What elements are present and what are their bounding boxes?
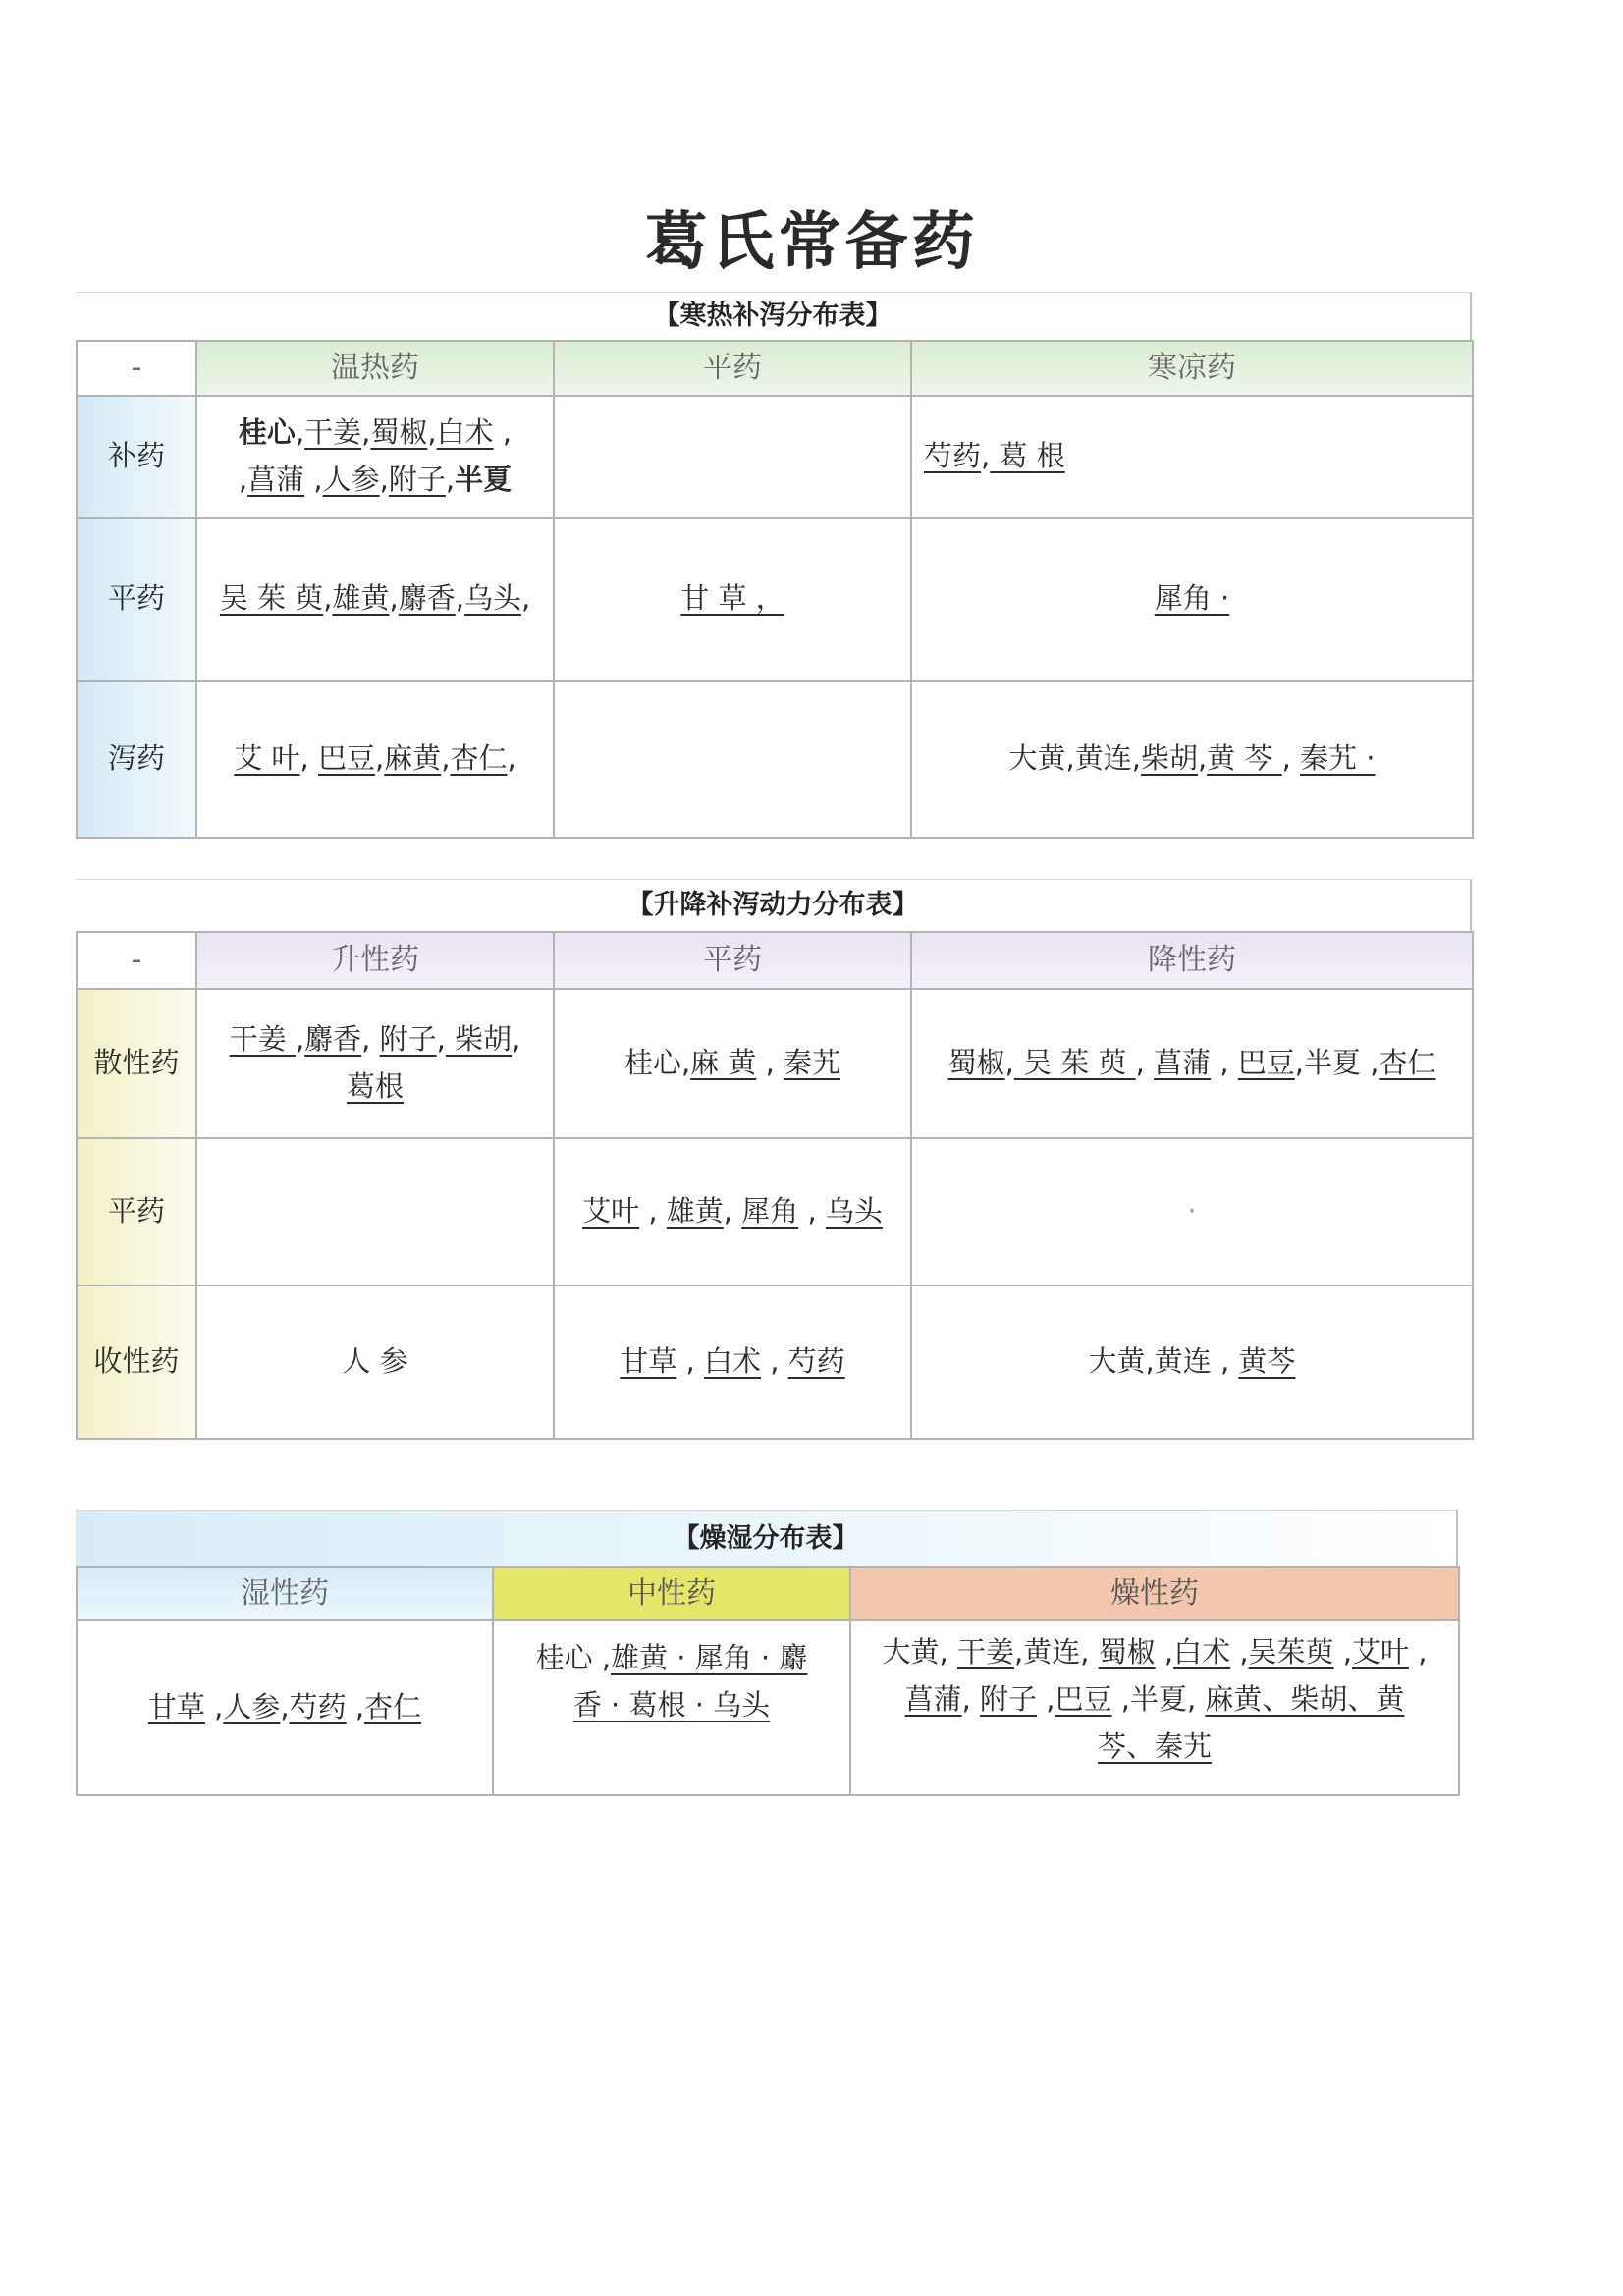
separator: , [445,463,456,496]
herb-text: 附子 [980,1681,1038,1716]
separator: , [374,741,385,776]
herb-text: 蜀椒 [1098,1635,1156,1668]
herb-text: 乌头 [825,1194,883,1229]
herb-text: 菖蒲 [1154,1046,1212,1080]
herb-text: 干姜 [304,415,362,450]
herb-text: 附子 [388,463,446,496]
separator: , [1211,1046,1238,1080]
separator: , [295,1022,305,1057]
herb-text: 葛 根 [990,439,1065,473]
separator: , [1281,741,1301,776]
herb-text: 柴胡 [445,1022,513,1057]
separator: , [295,415,305,450]
separator: , [427,415,437,450]
herb-text: 桂心, [623,1046,691,1080]
herb-text: 麝香 [398,581,456,616]
separator: , [361,1022,380,1057]
separator: , [1409,1635,1428,1668]
herb-text: 杏仁 [450,741,508,776]
table-cell [77,1620,493,1795]
corner-cell: - [77,341,196,396]
herb-text: 芍药 [924,439,982,473]
table-cell [196,681,554,838]
herb-text: 柴胡 [1140,741,1198,776]
herb-text: 吴 茱 萸 [219,581,324,616]
herb-text: 甘草 [147,1690,205,1724]
herb-text: 蜀椒 [370,415,428,450]
table-cell [911,518,1473,681]
col-header-neutral: 平药 [554,341,911,396]
table-cell [554,396,911,518]
separator: , [436,1022,446,1057]
herb-text: 巴豆 [317,741,375,776]
page-title: 葛氏常备药 [644,206,979,279]
col-header-dry: 燥性药 [850,1567,1459,1620]
separator: , [441,741,451,776]
table-cell [196,1285,554,1439]
separator: , [507,741,516,776]
separator: ,半夏 , [1294,1046,1380,1080]
table-grid [76,931,1474,1440]
herb-text: 人 参 [342,1344,408,1379]
herb-text: 吴 茱 萸 [1013,1046,1136,1080]
table-cell [554,989,911,1138]
separator: , [1037,1681,1055,1716]
herb-text: 乌头 [463,581,521,616]
herb-text: 艾叶 [582,1194,640,1229]
separator: , [389,581,399,616]
table-cell [196,1138,554,1285]
row-header-tonify: 补药 [77,396,196,518]
herb-text: 白术 [436,415,494,450]
herb-text: 黄 芩 [1207,741,1282,776]
table-cell [493,1620,850,1795]
herb-text: 麻黄、柴胡、黄 [1205,1681,1405,1716]
col-header-ascending: 升性药 [196,932,554,989]
herb-text: 干姜 [956,1635,1014,1668]
herb-text: 芩、秦艽 [1097,1728,1212,1763]
row-header-astringent: 收性药 [77,1285,196,1439]
herb-text: 黄芩 [1238,1344,1296,1379]
herb-text: 巴豆 [1237,1046,1295,1080]
herb-text: 白术 [703,1344,761,1379]
herb-text: 甘草 [620,1344,677,1379]
herb-text: 杏仁 [364,1690,422,1724]
herb-text: 桂心 , [535,1641,612,1674]
herb-text: 半夏 [455,463,513,496]
col-header-neutral: 中性药 [493,1567,850,1620]
cold-heat-table [76,292,1472,839]
table-caption: 【升降补泻动力分布表】 [76,879,1472,931]
herb-text: 雄黄 [666,1194,724,1229]
col-header-descending: 降性药 [911,932,1473,989]
separator: ,半夏, [1111,1681,1206,1716]
table-grid [76,340,1474,839]
ascend-descend-table [76,879,1472,1440]
separator: , [1135,1046,1155,1080]
col-header-warm: 温热药 [196,341,554,396]
herb-text: 麝香 [304,1022,362,1057]
separator: , [280,1690,290,1724]
table-grid [76,1566,1460,1796]
table-caption: 【燥湿分布表】 [76,1510,1458,1566]
separator: , [361,415,371,450]
separator: , [756,1046,784,1080]
table-cell [911,396,1473,518]
herb-text: 菖蒲 [904,1681,962,1716]
herb-text: 葛根 [346,1069,404,1103]
herb-text: 白术 [1173,1635,1231,1668]
herb-text: 芍药 [787,1344,845,1379]
separator: ,黄连, [1013,1635,1099,1668]
separator: , [639,1194,667,1229]
herb-text: 杏仁 [1379,1046,1436,1080]
table-cell [850,1620,1459,1795]
herb-text: 犀角 · [1154,581,1230,616]
separator: , [323,581,333,616]
herb-text: 艾叶 [1352,1635,1410,1668]
separator: , [1333,1635,1352,1668]
separator: , [961,1681,981,1716]
separator: , [723,1194,742,1229]
herb-text: 犀角 [741,1194,799,1229]
herb-text: 巴豆 [1055,1681,1112,1716]
herb-text: 菖蒲 [247,463,305,496]
table-cell [196,518,554,681]
row-header-purge: 泻药 [77,681,196,838]
row-header-neutral: 平药 [77,1138,196,1285]
table-cell [196,396,554,518]
separator: , [346,1690,365,1724]
herb-text: 桂心 [238,415,296,450]
separator: , [1155,1635,1174,1668]
separator: , [1004,1046,1014,1080]
herb-text: 雄黄 [332,581,390,616]
herb-text: 吴茱萸 [1248,1635,1334,1668]
row-header-dispersing: 散性药 [77,989,196,1138]
corner-cell: - [77,932,196,989]
herb-text: 雄黄 · 犀角 · 麝 [611,1641,808,1674]
col-header-damp: 湿性药 [77,1567,493,1620]
table-cell [911,681,1473,838]
separator: , [204,1690,224,1724]
herb-text: 干姜 [229,1022,296,1057]
stray-mark: · [1187,1194,1197,1229]
herb-text: 艾 叶 [234,741,300,776]
herb-text: 蜀椒 [947,1046,1005,1080]
separator: , [379,463,389,496]
herb-text: 芍药 [289,1690,347,1724]
table-cell [911,989,1473,1138]
herb-text: 香 · 葛根 · 乌头 [572,1687,771,1722]
table-cell [554,1285,911,1439]
herb-text: 麻 黄 [690,1046,757,1080]
separator: , [1197,741,1208,776]
col-header-cold: 寒凉药 [911,341,1473,396]
separator: , [238,463,248,496]
herb-text: 人参 [322,463,380,496]
separator: , [299,741,318,776]
separator: , [455,581,464,616]
separator: , [1230,1635,1249,1668]
herb-text: 麻黄 [384,741,442,776]
table-cell [554,1138,911,1285]
herb-text: 甘 草 ， [680,581,784,616]
col-header-neutral: 平药 [554,932,911,989]
separator: , [304,463,323,496]
separator: , [676,1344,704,1379]
herb-text: 秦艽 [784,1046,841,1080]
table-cell [911,1285,1473,1439]
separator: , [493,415,513,450]
herb-text: 大黄, [882,1635,957,1668]
row-header-neutral: 平药 [77,518,196,681]
table-cell [554,681,911,838]
table-cell [196,989,554,1138]
herb-text: 秦艽 · [1300,741,1376,776]
dry-damp-table [76,1510,1458,1796]
table-caption: 【寒热补泻分布表】 [76,292,1472,340]
separator: , [981,439,991,473]
herb-text: 大黄,黄连, [1008,741,1141,776]
herb-text: 附子 [379,1022,437,1057]
separator: , [520,581,531,616]
herb-text: 人参 [223,1690,281,1724]
separator: , [798,1194,826,1229]
table-cell [911,1138,1473,1285]
separator: , [761,1344,788,1379]
separator: , [512,1022,521,1057]
herb-text: 大黄,黄连 , [1088,1344,1239,1379]
table-cell [554,518,911,681]
